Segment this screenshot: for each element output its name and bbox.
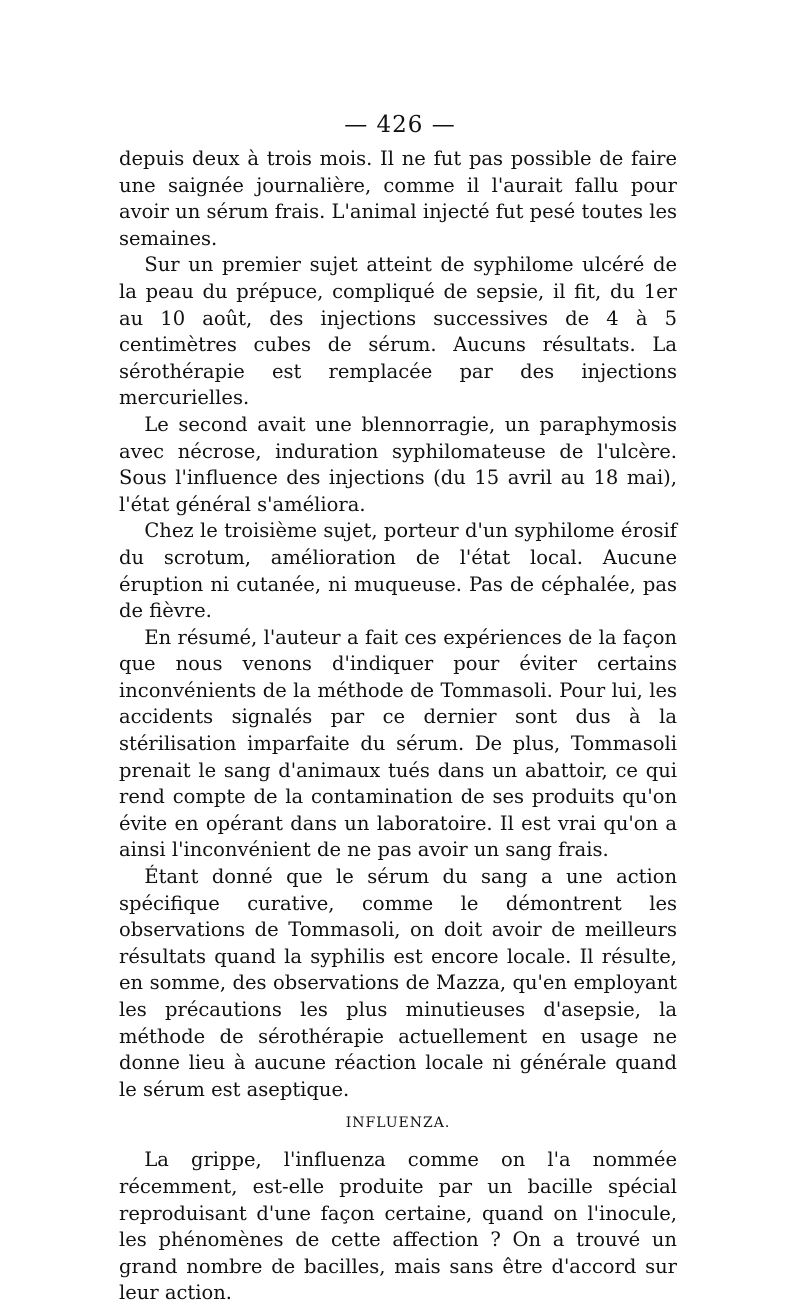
body-text	[119, 146, 677, 1307]
paragraph-third-subject: Chez le troisième sujet, porteur d'un syphilome érosif du scrotum, amélioration de l'état local. Aucune éruption ni cutanée, ni muqueuse. Pas de céphalée, pas de fièvre.	[119, 519, 677, 623]
paragraph-continuation: depuis deux à trois mois. Il ne fut pas possible de faire une saignée journalière, comme il l'aurait fallu pour avoir un sérum frais. L'animal injecté fut pesé toutes les semaines.	[119, 147, 677, 250]
paragraph-second-subject: Le second avait une blennorragie, un paraphymosis avec nécrose, induration syphilomateuse de l'ulcère. Sous l'influence des injections (du 15 avril au 18 mai), l'état général s'améliora.	[119, 412, 677, 516]
page-number: — 426 —	[344, 112, 456, 138]
paragraph-first-subject: Sur un premier sujet atteint de syphilome ulcéré de la peau du prépuce, compliqué de sepsie, il fit, du 1er au 10 août, des injections successives de 4 à 5 centimètres cubes de sérum. Aucuns résultats. La sérothérapie est remplacée par des injections mercurielles.	[119, 253, 677, 410]
paragraph-summary: En résumé, l'auteur a fait ces expériences de la façon que nous venons d'indiquer pour éviter certains inconvénients de la méthode de Tommasoli. Pour lui, les accidents signalés par ce dernier sont dus à la stérilisation imparfaite du sérum. De plus, Tommasoli prenait le sang d'animaux tués dans un abattoir, ce qui rend compte de la contamination de ses produits qu'on évite en opérant dans un laboratoire. Il est vrai qu'on a ainsi l'inconvénient de ne pas avoir un sang frais.	[119, 625, 677, 862]
paragraph-influenza: La grippe, l'influenza comme on l'a nommée récemment, est-elle produite par un bacille spécial reproduisant d'une façon certaine, quand on l'inocule, les phénomènes de cette affection ? On a trouvé un grand nombre de bacilles, mais sans être d'accord sur leur action.	[119, 1148, 677, 1305]
paragraph-conclusion: Étant donné que le sérum du sang a une action spécifique curative, comme le démontrent les observations de Tommasoli, on doit avoir de meilleurs résultats quand la syphilis est encore locale. Il résulte, en somme, des observations de Mazza, qu'en employant les précautions les plus minutieuses d'asepsie, la méthode de sérothérapie actuellement en usage ne donne lieu à aucune réaction locale ni générale quand le sérum est aseptique.	[119, 865, 677, 1101]
section-heading-influenza: INFLUENZA.	[345, 1115, 451, 1132]
